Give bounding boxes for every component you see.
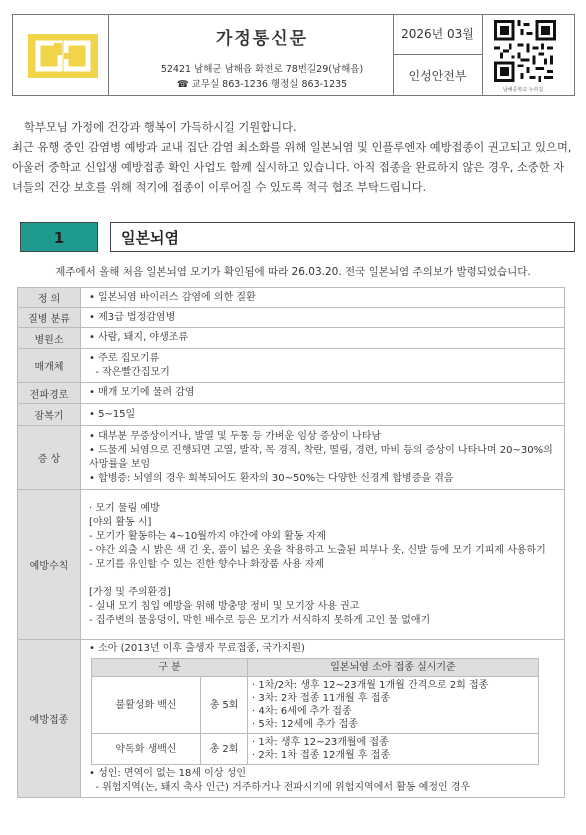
vaccine-name: 약독화 생백신 (92, 734, 201, 765)
row-text: - 집주변의 물웅덩이, 막힌 배수로 등은 모기가 서식하지 못하게 고인 물 없애기 (89, 614, 431, 626)
sub-header: 구 분 (92, 659, 248, 677)
row-text: • 5~15일 (89, 408, 136, 420)
schedule-line: · 4차: 6세에 추가 접종 (252, 706, 352, 717)
divider (482, 15, 483, 95)
row-text: • 제3급 법정감염병 (89, 311, 176, 323)
row-text: • 소아 (2013년 이후 출생자 무료접종, 국가지원) (89, 643, 305, 654)
intro-greeting: 학부모님 가정에 건강과 행복이 가득하시길 기원합니다. (24, 121, 297, 134)
schedule-line: · 3차: 2차 접종 11개월 후 접종 (252, 693, 391, 704)
row-label: 전파경로 (18, 383, 81, 404)
table-row (18, 349, 565, 383)
row-label: 잠복기 (18, 404, 81, 426)
issue-date: 2026년 03월 (393, 14, 482, 55)
row-text: - 야간 외출 시 밝은 색 긴 옷, 품이 넓은 옷을 착용하고 노출된 피부나 옷, 신발 등에 모기 기피제 사용하기 (89, 544, 546, 556)
section-note: 제주에서 올해 처음 일본뇌염 모기가 확인됨에 따라 26.03.20. 전국 일본뇌염 주의보가 발령되었습니다. (55, 266, 531, 278)
schedule-line: · 1차/2차: 생후 12~23개월 1개월 간격으로 2회 접종 (252, 680, 489, 691)
section-header (12, 218, 575, 256)
vaccine-schedule-table (91, 658, 539, 765)
table-row (18, 426, 565, 490)
table-row (92, 734, 539, 765)
section-title: 일본뇌염 (110, 222, 575, 252)
sub-header: 일본뇌염 소아 접종 실시기준 (248, 659, 539, 677)
row-text: • 대부분 무증상이거나, 발열 및 두통 등 가벼운 임상 증상이 나타남 (89, 430, 382, 442)
schedule-line: · 2차: 1차 접종 12개월 후 접종 (252, 750, 391, 761)
table-row (18, 383, 565, 404)
row-label: 매개체 (18, 349, 81, 383)
department: 인성안전부 (408, 69, 467, 83)
qr-code[interactable] (494, 20, 558, 84)
row-text: - 위험지역(논, 돼지 축사 인근) 거주하거나 전파시기에 위험지역에서 활동 예정인 경우 (89, 782, 471, 793)
school-address: 52421 남해군 남해읍 화전로 78번길29(남해읍) (160, 64, 364, 75)
row-label: 병원소 (18, 328, 81, 349)
row-text: • 주로 집모기류 (89, 352, 160, 364)
table-row (18, 490, 565, 640)
table-row (18, 404, 565, 426)
row-label: 예방수칙 (18, 490, 81, 640)
row-text: • 성인: 면역이 없는 18세 이상 성인 (89, 768, 246, 779)
page-title: 가정통신문 (215, 29, 309, 49)
qr-caption: 남해중학교 누리집 (502, 87, 544, 93)
table-row (18, 328, 565, 349)
row-label: 예방접종 (18, 640, 81, 798)
row-text: · 모기 물림 예방 (89, 502, 160, 514)
table-row (92, 677, 539, 734)
school-phone: ☎ 교무실 863-1236 행정실 863-1235 (176, 79, 348, 90)
row-text: - 모기가 활동하는 4~10월까지 야간에 야외 활동 자제 (89, 530, 326, 542)
vaccine-count: 총 2회 (201, 734, 248, 765)
schedule-line: · 1차: 생후 12~23개월에 접종 (252, 737, 389, 748)
row-label: 질병 분류 (18, 308, 81, 328)
row-text: [야외 활동 시] (89, 516, 152, 528)
table-row (18, 640, 565, 798)
intro-body: 최근 유행 중인 감염병 예방과 교내 집단 감염 최소화를 위해 일본뇌염 및 인플루엔자 예방접종이 권고되고 있으며, 아울러 중학교 신입생 예방접종 확인 사업도 함께 실시하고 있습니다. 아직 접종을 완료하지 않은 경우, 소중한 자녀들의 건강 보호를 위해 적기에 접종이 이루어질 수 있도록 적극 협조 부탁드립니다. (12, 141, 572, 194)
intro-text (12, 118, 574, 198)
spacer (89, 572, 556, 586)
schedule-line: · 5차: 12세에 추가 접종 (252, 719, 358, 730)
row-text: • 합병증: 뇌염의 경우 회복되어도 환자의 30~50%는 다양한 신경계 합병증을 겪음 (89, 472, 454, 484)
info-table (17, 287, 565, 798)
row-text: [가정 및 주의환경] (89, 586, 171, 598)
row-text: • 매개 모기에 물려 감염 (89, 387, 195, 398)
vaccine-name: 불활성화 백신 (92, 677, 201, 734)
row-text: • 사람, 돼지, 야생조류 (89, 332, 189, 343)
row-label: 증 상 (18, 426, 81, 490)
row-text: • 일본뇌염 바이러스 감염에 의한 질환 (89, 291, 256, 303)
section-number: 1 (20, 222, 98, 252)
row-text: - 실내 모기 침입 예방을 위해 방충망 정비 및 모기장 사용 권고 (89, 600, 360, 612)
row-text: - 모기를 유인할 수 있는 진한 향수나 화장품 사용 자제 (89, 558, 325, 570)
table-row (18, 288, 565, 308)
vaccine-count: 총 5회 (201, 677, 248, 734)
row-label: 정 의 (18, 288, 81, 308)
table-row (92, 659, 539, 677)
school-logo (28, 34, 98, 78)
divider (108, 15, 109, 95)
table-row (18, 308, 565, 328)
row-text: - 작은빨간집모기 (89, 366, 170, 378)
row-text: • 드물게 뇌염으로 진행되면 고열, 발작, 목 경직, 착란, 떨림, 경련, 마비 등의 증상이 나타나며 20~30%의 사망률을 보임 (89, 444, 553, 470)
